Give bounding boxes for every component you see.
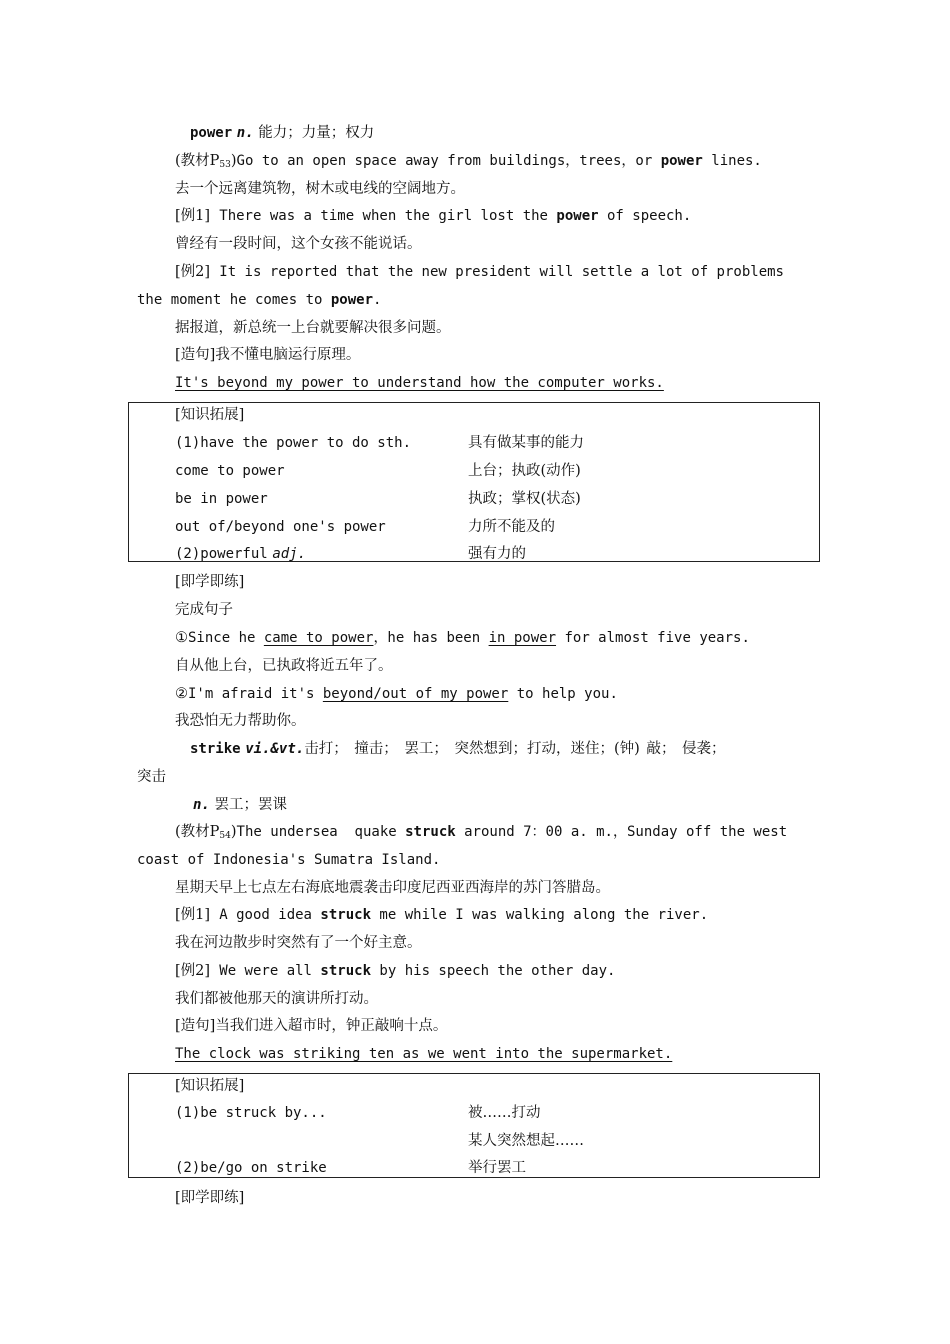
definition: 罢工；罢课 — [214, 797, 287, 813]
phrase-meaning: 某人突然想起…… — [468, 1133, 584, 1149]
definition-continued: 突击 — [137, 769, 166, 785]
definition: 击打； 撞击； 罢工； 突然想到；打动，迷住；(钟) 敲； 侵袭； — [304, 741, 726, 757]
part-of-speech: vi.&vt. — [245, 741, 305, 757]
phrase: (2)powerful adj. — [175, 546, 307, 562]
example-label: [例1] — [175, 208, 211, 224]
practice-title: [即学即练] — [175, 1190, 245, 1206]
practice-title: [即学即练] — [175, 574, 245, 590]
textbook-quote: (教材$P_{53})Go$ to an open space away from buildings，trees，or power lines. — [175, 153, 762, 170]
example-label: [例2] — [175, 963, 211, 979]
phrase: (1)have the power to do sth. — [175, 435, 412, 451]
phrase-meaning: 具有做某事的能力 — [468, 435, 584, 451]
headword: power — [190, 125, 233, 141]
textbook-quote-continued: coast of Indonesia's Sumatra Island. — [137, 852, 441, 868]
example-1: [例1] There was a time when the girl lost the power of speech. — [175, 208, 692, 224]
phrase-meaning: 举行罢工 — [468, 1160, 526, 1176]
entry-headword-strike — [190, 739, 726, 759]
textbook-translation: 星期天早上七点左右海底地震袭击印度尼西亚西海岸的苏门答腊岛。 — [175, 880, 610, 896]
knowledge-expansion-box — [128, 402, 820, 562]
phrase-meaning: 被……打动 — [468, 1105, 541, 1121]
box-title: [知识拓展] — [175, 407, 245, 423]
practice-sentence-2-translation: 我恐怕无力帮助你。 — [175, 713, 306, 729]
phrase-meaning: 上台；执政(动作) — [468, 463, 581, 479]
answer-blank: came to power — [263, 630, 374, 646]
phrase-meaning: 执政；掌权(状态) — [468, 491, 581, 507]
textbook-quote: (教材$P_{54})The$ undersea quake struck around 7：00 a. m.，Sunday off the west — [175, 824, 788, 841]
phrase-meaning: 力所不能及的 — [468, 519, 555, 535]
phrase: (1)be struck by... — [175, 1105, 327, 1121]
phrase: be in power — [175, 491, 268, 507]
textbook-translation: 去一个远离建筑物，树木或电线的空阔地方。 — [175, 181, 465, 197]
practice-sentence-1: ①Since he came to power，he has been in power for almost five years. — [175, 630, 750, 646]
example-1-translation: 我在河边散步时突然有了一个好主意。 — [175, 935, 422, 951]
answer-blank: beyond/out of my power — [322, 686, 509, 702]
practice-task: 完成句子 — [175, 602, 233, 618]
make-sentence-prompt: [造句]我不懂电脑运行原理。 — [175, 347, 361, 363]
part-of-speech: n. — [236, 125, 254, 141]
practice-sentence-2: ②I'm afraid it's beyond/out of my power to help you. — [175, 686, 618, 702]
example-1: [例1] A good idea struck me while I was walking along the river. — [175, 907, 709, 923]
example-2-continued: the moment he comes to power. — [137, 292, 382, 308]
example-label: [例2] — [175, 264, 211, 280]
practice-sentence-1-translation: 自从他上台，已执政将近五年了。 — [175, 658, 393, 674]
example-1-translation: 曾经有一段时间，这个女孩不能说话。 — [175, 236, 422, 252]
make-sentence-answer: It's beyond my power to understand how the computer works. — [175, 375, 664, 391]
answer-blank: in power — [488, 630, 557, 646]
make-sentence-prompt: [造句]当我们进入超市时，钟正敲响十点。 — [175, 1018, 448, 1034]
noun-sense — [193, 795, 287, 815]
example-2-translation: 据报道，新总统一上台就要解决很多问题。 — [175, 320, 451, 336]
headword: strike — [190, 741, 241, 757]
example-2: [例2] It is reported that the new president will settle a lot of problems — [175, 264, 784, 280]
phrase: (2)be/go on strike — [175, 1160, 327, 1176]
knowledge-expansion-box — [128, 1073, 820, 1178]
phrase-meaning: 强有力的 — [468, 546, 526, 562]
example-2: [例2] We were all struck by his speech the other day. — [175, 963, 616, 979]
example-2-translation: 我们都被他那天的演讲所打动。 — [175, 991, 378, 1007]
make-sentence-answer: The clock was striking ten as we went into the supermarket. — [175, 1046, 673, 1062]
example-label: [例1] — [175, 907, 211, 923]
part-of-speech: n. — [193, 797, 210, 813]
page-number: 54 — [219, 831, 231, 841]
phrase: come to power — [175, 463, 285, 479]
entry-headword-power — [190, 123, 374, 143]
page-number: 53 — [219, 160, 231, 170]
phrase: out of/beyond one's power — [175, 519, 386, 535]
box-title: [知识拓展] — [175, 1078, 245, 1094]
definition: 能力；力量；权力 — [258, 125, 375, 141]
